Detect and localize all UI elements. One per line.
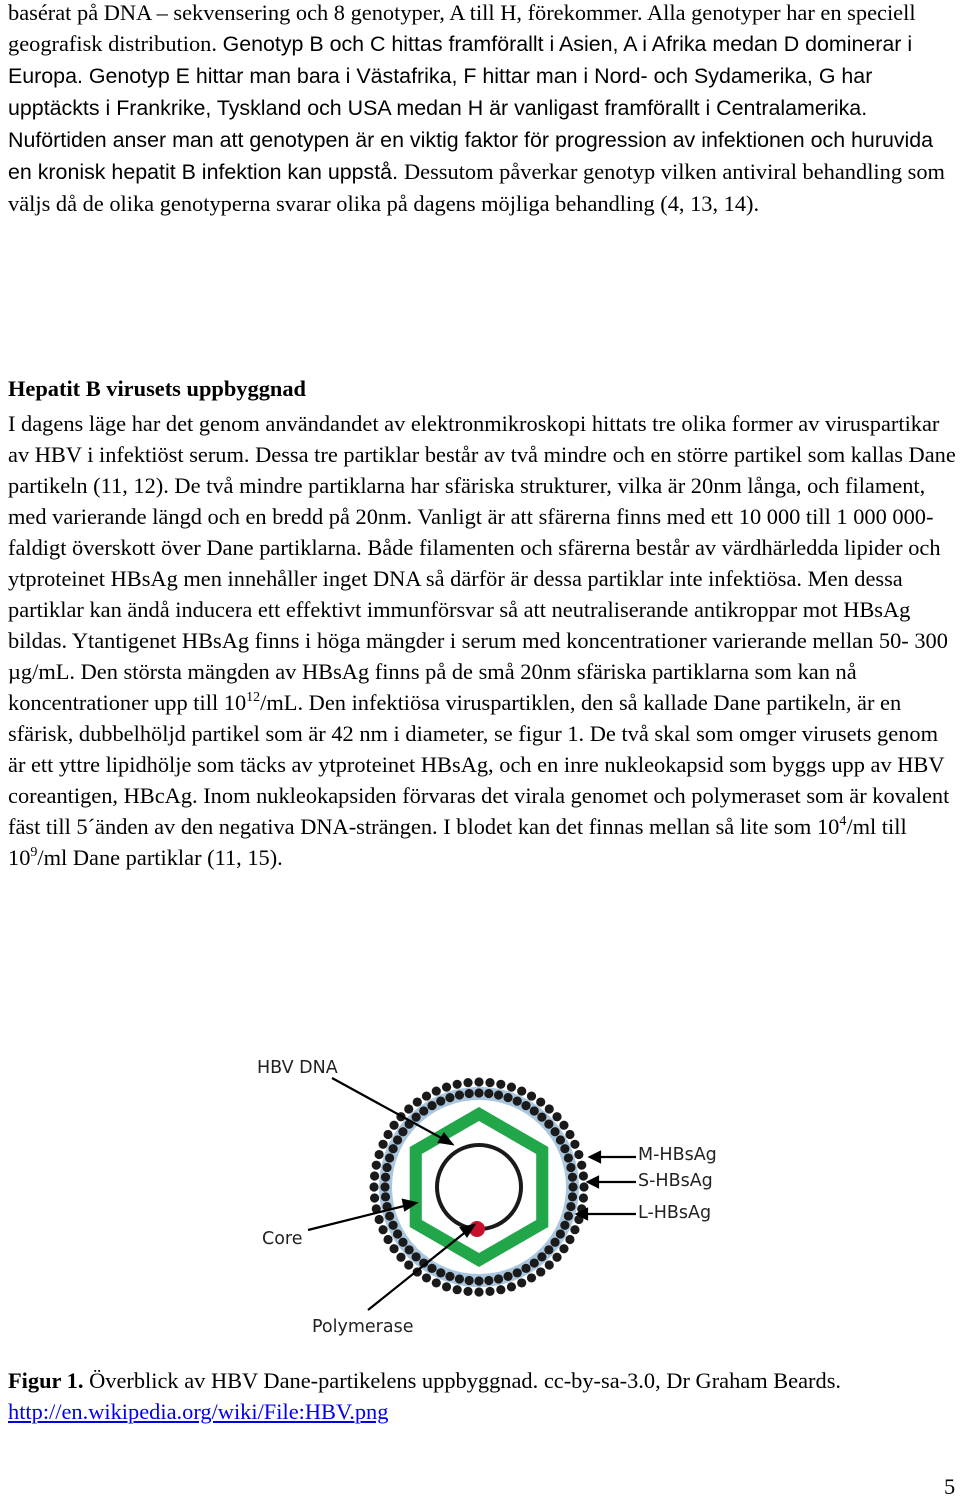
text-run: I dagens läge har det genom användandet av elektronmikroskopi hittats tre olika former av viruspartikar av HBV i infektiöst serum. Dessa tre partiklar består av två mindre och en större partikel som kallas Dane partikeln (11, 12). De två mindre partiklarna har sfäriska strukturer, vilka är 20nm långa, och filament, med varierande längd och en bredd på 20nm. Vanligt är att sfärerna finns med ett 10 000 till 1 000 000-faldigt överskott över Dane partiklarna. Både filamenten och sfärerna består av värdhärledda lipider och ytproteinet HBsAg men innehåller inget DNA så därför är dessa partiklar inte infektiösa. Men dessa partiklar kan ändå inducera ett effektivt immunförsvar så att neutraliserande antikroppar mot HBsAg bildas. Ytantigenet HBsAg finns i höga mängder i serum med koncentrationer varierande mellan 50- 300 µg/mL. Den största mängden av HBsAg finns på de små 20nm sfäriska partiklarna som kan nå koncentrationer upp till 10 [8,411,956,715]
hbsag-outer-dot [432,1278,441,1287]
hbsag-inner-dot [544,1120,553,1129]
label-m-hbsag: M-HBsAg [638,1145,717,1165]
hbsag-outer-dot [453,1285,462,1294]
hbsag-outer-dot [370,1193,379,1202]
hbsag-outer-dot [375,1150,384,1159]
hbsag-inner-dot [389,1144,398,1153]
hbv-diagram [240,1040,720,1340]
text-run: Dessutom påverkar genotyp vilken antiviral behandling som väljs då de olika genotyperna svarar olika på dagens möjliga behandling (4, 13, 14). [8,159,945,216]
hbsag-inner-dot [412,1252,421,1261]
hbsag-inner-dot [436,1268,445,1277]
hbsag-outer-dot [453,1080,462,1089]
hbsag-inner-dot [393,1135,402,1144]
hbsag-outer-dot [442,1083,451,1092]
hbsag-inner-dot [537,1113,546,1122]
hbsag-inner-dot [564,1211,573,1220]
hbsag-inner-dot [568,1182,577,1191]
hbsag-inner-dot [427,1101,436,1110]
label-hbv-dna: HBV DNA [257,1058,338,1078]
label-s-hbsag: S-HBsAg [638,1171,713,1191]
hbsag-outer-dot [565,1130,574,1139]
hbsag-inner-dot [503,1093,512,1102]
hbsag-outer-dot [378,1225,387,1234]
hbsag-outer-dot [552,1112,561,1121]
arrowhead-m-hbsag [590,1152,600,1162]
hbsag-inner-dot [521,1101,530,1110]
hbsag-outer-dot [496,1080,505,1089]
hbsag-inner-dot [381,1192,390,1201]
hbsag-inner-dot [419,1106,428,1115]
hbsag-outer-dot [577,1161,586,1170]
hbsag-inner-dot [521,1264,530,1273]
hbsag-inner-dot [560,1144,569,1153]
hbsag-outer-dot [545,1260,554,1269]
hbsag-inner-dot [380,1182,389,1191]
hbsag-outer-dot [389,1121,398,1130]
superscript: 4 [839,813,847,829]
hbsag-inner-dot [494,1274,503,1283]
caption-label: Figur 1. [8,1368,84,1393]
hbsag-outer-dot [442,1282,451,1291]
hbsag-inner-dot [513,1268,522,1277]
hbsag-outer-dot [517,1086,526,1095]
hbsag-inner-dot [398,1127,407,1136]
figure-caption [8,1365,956,1427]
hbsag-inner-dot [405,1245,414,1254]
text-run: basérat på DNA – sekvensering och 8 genotyper, A till H, förekommer. Alla genotyper har en speciell geografisk distribution. [8,0,916,56]
hbsag-inner-dot [556,1135,565,1144]
hbsag-outer-dot [527,1091,536,1100]
dane-particle [369,1077,588,1296]
text-run: /mL. Den infektiösa viruspartiklen, den så kallade Dane partikeln, är en sfärisk, dubbelhöljd partikel som är 42 nm i diameter, se figur 1. De två skal som omger virusets genom är ett yttre lipidhölje som täcks av ytproteinet HBsAg, och en inre nukleokapsid som byggs upp av HBV coreantigen, HBcAg. Inom nukleokapsiden förvaras det virala genomet och polymeraset som är kovalent fäst till 5´änden av den negativa DNA-strängen. I blodet kan det finnas mellan så lite som 10 [8,690,950,839]
hbsag-inner-dot [544,1245,553,1254]
hbsag-outer-dot [536,1267,545,1276]
hbsag-inner-dot [564,1153,573,1162]
hbsag-inner-dot [484,1276,493,1285]
hbsag-inner-dot [385,1153,394,1162]
hbsag-outer-dot [375,1215,384,1224]
hbsag-outer-dot [378,1140,387,1149]
caption-text: Överblick av HBV Dane-partikelens uppbyggnad. cc-by-sa-3.0, Dr Graham Beards. [83,1368,842,1393]
caption-link[interactable]: http://en.wikipedia.org/wiki/File:HBV.png [8,1399,389,1424]
hbsag-outer-dot [422,1091,431,1100]
hbsag-inner-dot [381,1173,390,1182]
hbsag-inner-dot [494,1090,503,1099]
hbsag-outer-dot [574,1150,583,1159]
hbsag-outer-dot [507,1083,516,1092]
hbsag-outer-dot [463,1078,472,1087]
hbsag-outer-dot [570,1225,579,1234]
hbsag-inner-dot [530,1258,539,1267]
hbsag-outer-dot [559,1121,568,1130]
hbsag-inner-dot [455,1090,464,1099]
text-run: Genotyp B och C hittas framförallt i Asien, A i Afrika medan D dominerar i Europa. Genotyp E hittar man bara i Västafrika, F hittar man i Nord- och Sydamerika, G har upptäckts i Frankrike, Tyskland och USA medan H är vanligast framförallt i Centralamerika. Nuförtiden anser man att genotypen är en viktig faktor för progression av infektionen och huruvida en kronisk hepatit B infektion kan uppstå. [8,32,934,184]
hbsag-outer-dot [383,1130,392,1139]
text-run: /ml till 10 [8,814,907,870]
body-paragraph [8,408,956,873]
hbsag-inner-dot [385,1211,394,1220]
hbsag-inner-dot [398,1238,407,1247]
hbsag-outer-dot [579,1193,588,1202]
hbsag-outer-dot [474,1077,483,1086]
label-core: Core [262,1229,303,1249]
hbsag-outer-dot [383,1235,392,1244]
hbsag-outer-dot [579,1171,588,1180]
hbsag-inner-dot [393,1229,402,1238]
hbsag-outer-dot [389,1244,398,1253]
arrowhead-s-hbsag [588,1177,598,1187]
hbsag-inner-dot [389,1221,398,1230]
hbsag-outer-dot [485,1287,494,1296]
hbsag-outer-dot [463,1287,472,1296]
hbsag-outer-dot [372,1161,381,1170]
hbsag-inner-dot [436,1097,445,1106]
hbsag-inner-dot [568,1192,577,1201]
hbsag-outer-dot [474,1287,483,1296]
hbsag-outer-dot [413,1097,422,1106]
hbsag-inner-dot [445,1093,454,1102]
hbsag-inner-dot [566,1202,575,1211]
hbsag-outer-dot [370,1171,379,1180]
hbsag-inner-dot [382,1163,391,1172]
hbsag-outer-dot [369,1182,378,1191]
hbsag-outer-dot [485,1078,494,1087]
hbsag-inner-dot [537,1252,546,1261]
hbsag-inner-dot [412,1113,421,1122]
superscript: 12 [246,689,261,705]
hbsag-inner-dot [556,1229,565,1238]
hbsag-outer-dot [404,1260,413,1269]
hbsag-outer-dot [507,1282,516,1291]
hbsag-outer-dot [552,1253,561,1262]
hbsag-inner-dot [455,1274,464,1283]
hbsag-inner-dot [513,1097,522,1106]
hbsag-inner-dot [568,1173,577,1182]
hbsag-inner-dot [474,1276,483,1285]
text-run: /ml Dane partiklar (11, 15). [37,845,283,870]
hbsag-outer-dot [404,1104,413,1113]
hbsag-outer-dot [570,1140,579,1149]
hbsag-inner-dot [550,1238,559,1247]
hbsag-outer-dot [496,1285,505,1294]
hbsag-inner-dot [560,1221,569,1230]
intro-paragraph [8,0,956,219]
label-l-hbsag: L-HBsAg [638,1203,712,1223]
hbv-diagram-svg [240,1040,720,1340]
superscript: 9 [30,844,38,860]
label-polymerase: Polymerase [312,1317,414,1337]
hbsag-inner-dot [427,1264,436,1273]
hbsag-inner-dot [503,1272,512,1281]
hbsag-outer-dot [565,1235,574,1244]
hbsag-inner-dot [530,1106,539,1115]
page-number: 5 [944,1474,956,1499]
hbsag-outer-dot [517,1278,526,1287]
hbsag-inner-dot [474,1088,483,1097]
hbsag-outer-dot [527,1273,536,1282]
hbsag-outer-dot [422,1273,431,1282]
hbsag-outer-dot [432,1086,441,1095]
hbsag-outer-dot [579,1182,588,1191]
hbsag-outer-dot [396,1253,405,1262]
hbsag-outer-dot [559,1244,568,1253]
section-heading: Hepatit B virusets uppbyggnad [8,376,306,401]
hbsag-inner-dot [484,1089,493,1098]
hbsag-outer-dot [545,1104,554,1113]
hbsag-inner-dot [465,1276,474,1285]
hbsag-inner-dot [550,1127,559,1136]
hbsag-outer-dot [536,1097,545,1106]
hbsag-inner-dot [566,1163,575,1172]
hbsag-inner-dot [465,1089,474,1098]
hbsag-inner-dot [445,1272,454,1281]
